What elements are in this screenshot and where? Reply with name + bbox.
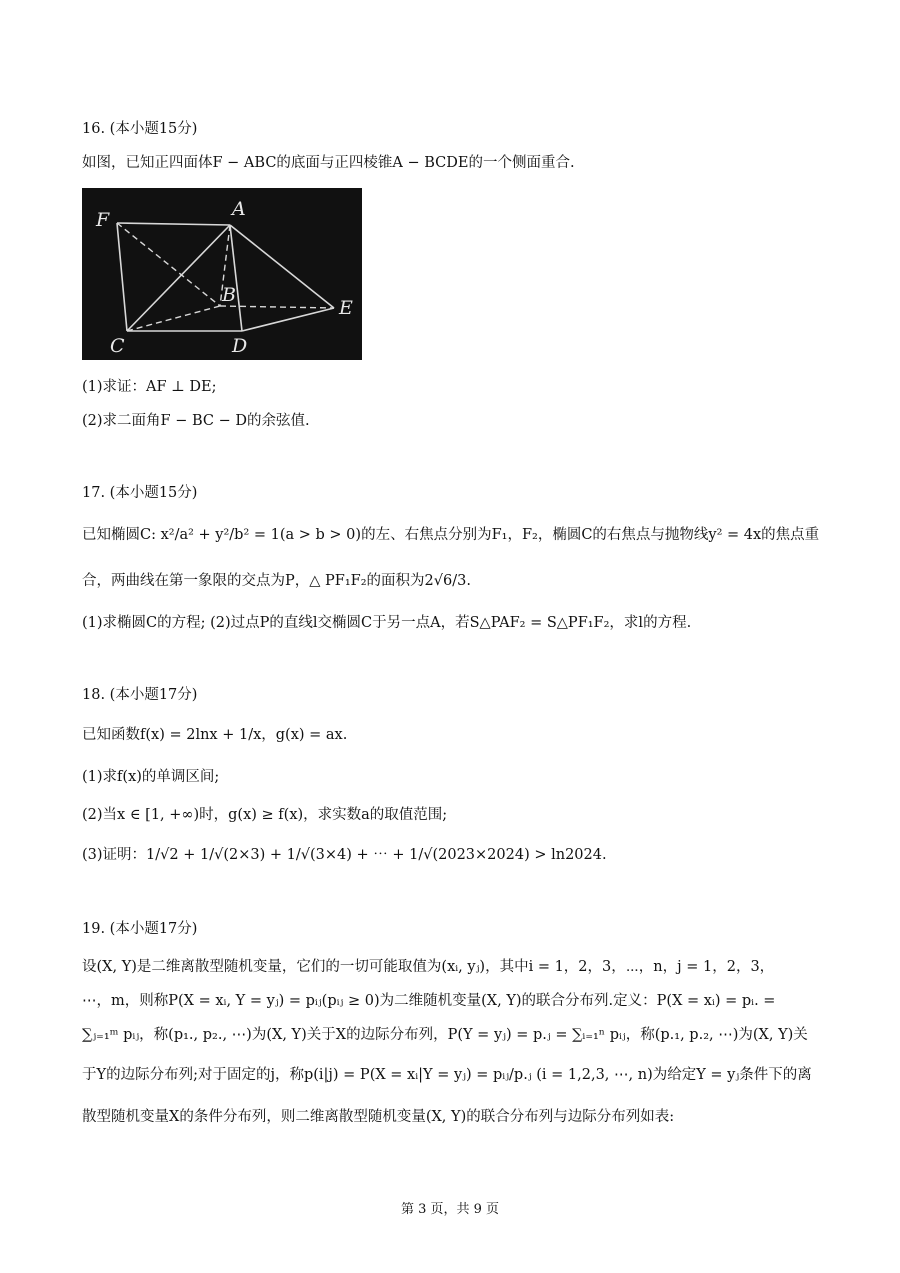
- q17-line3: (1)求椭圆C的方程; (2)过点P的直线l交椭圆C于另一点A，若S△PAF₂ = S△PF₁F₂，求l的方程.: [82, 615, 692, 631]
- q17-line2: 合，两曲线在第一象限的交点为P，△ PF₁F₂的面积为2√6/3.: [82, 573, 471, 589]
- label-C: C: [110, 335, 125, 357]
- q16-part2: (2)求二面角F − BC − D的余弦值.: [82, 413, 310, 429]
- pyramid-figure: [82, 188, 362, 360]
- q19-line3: ∑ⱼ₌₁ᵐ pᵢⱼ，称(p₁., p₂., ⋯)为(X, Y)关于X的边际分布列，P(Y = yⱼ) = p.ⱼ = ∑ᵢ₌₁ⁿ pᵢⱼ，称(p.₁, p.₂, ⋯)为(X, Y)关: [82, 1027, 808, 1043]
- q19-line5: 散型随机变量X的条件分布列，则二维离散型随机变量(X, Y)的联合分布列与边际分布列如表:: [82, 1109, 675, 1125]
- q16-heading: 16. (本小题15分): [82, 121, 198, 137]
- q18-line3: (2)当x ∈ [1, +∞)时，g(x) ≥ f(x)，求实数a的取值范围;: [82, 807, 448, 823]
- q19-line4: 于Y的边际分布列;对于固定的j，称p(i|j) = P(X = xᵢ|Y = yⱼ) = pᵢⱼ/p.ⱼ (i = 1,2,3, ⋯, n)为给定Y = yⱼ条件下的离: [82, 1067, 812, 1083]
- page-footer: 第 3 页，共 9 页: [400, 1202, 500, 1217]
- label-B: B: [222, 284, 236, 306]
- q17-heading: 17. (本小题15分): [82, 485, 198, 501]
- label-A: A: [232, 198, 246, 220]
- label-D: D: [232, 335, 248, 357]
- label-E: E: [339, 297, 353, 319]
- label-F: F: [96, 209, 110, 231]
- q18-line1: 已知函数f(x) = 2lnx + 1/x，g(x) = ax.: [82, 727, 348, 743]
- q18-line2: (1)求f(x)的单调区间;: [82, 769, 220, 785]
- q18-heading: 18. (本小题17分): [82, 687, 198, 703]
- q19-heading: 19. (本小题17分): [82, 921, 198, 937]
- q16-stem: 如图，已知正四面体F − ABC的底面与正四棱锥A − BCDE的一个侧面重合.: [82, 155, 575, 171]
- q16-part1: (1)求证：AF ⊥ DE;: [82, 379, 217, 395]
- q19-line2: ⋯，m，则称P(X = xᵢ, Y = yⱼ) = pᵢⱼ(pᵢⱼ ≥ 0)为二维随机变量(X, Y)的联合分布列.定义：P(X = xᵢ) = pᵢ. =: [82, 993, 776, 1009]
- q17-line1: 已知椭圆C: x²/a² + y²/b² = 1(a > b > 0)的左、右焦点分别为F₁，F₂，椭圆C的右焦点与抛物线y² = 4x的焦点重: [82, 527, 820, 543]
- q18-line4: (3)证明：1/√2 + 1/√(2×3) + 1/√(3×4) + ⋯ + 1/√(2023×2024) > ln2024.: [82, 847, 607, 863]
- q19-line1: 设(X, Y)是二维离散型随机变量，它们的一切可能取值为(xᵢ, yⱼ)，其中i = 1，2，3，⋯，n，j = 1，2，3，: [82, 959, 775, 975]
